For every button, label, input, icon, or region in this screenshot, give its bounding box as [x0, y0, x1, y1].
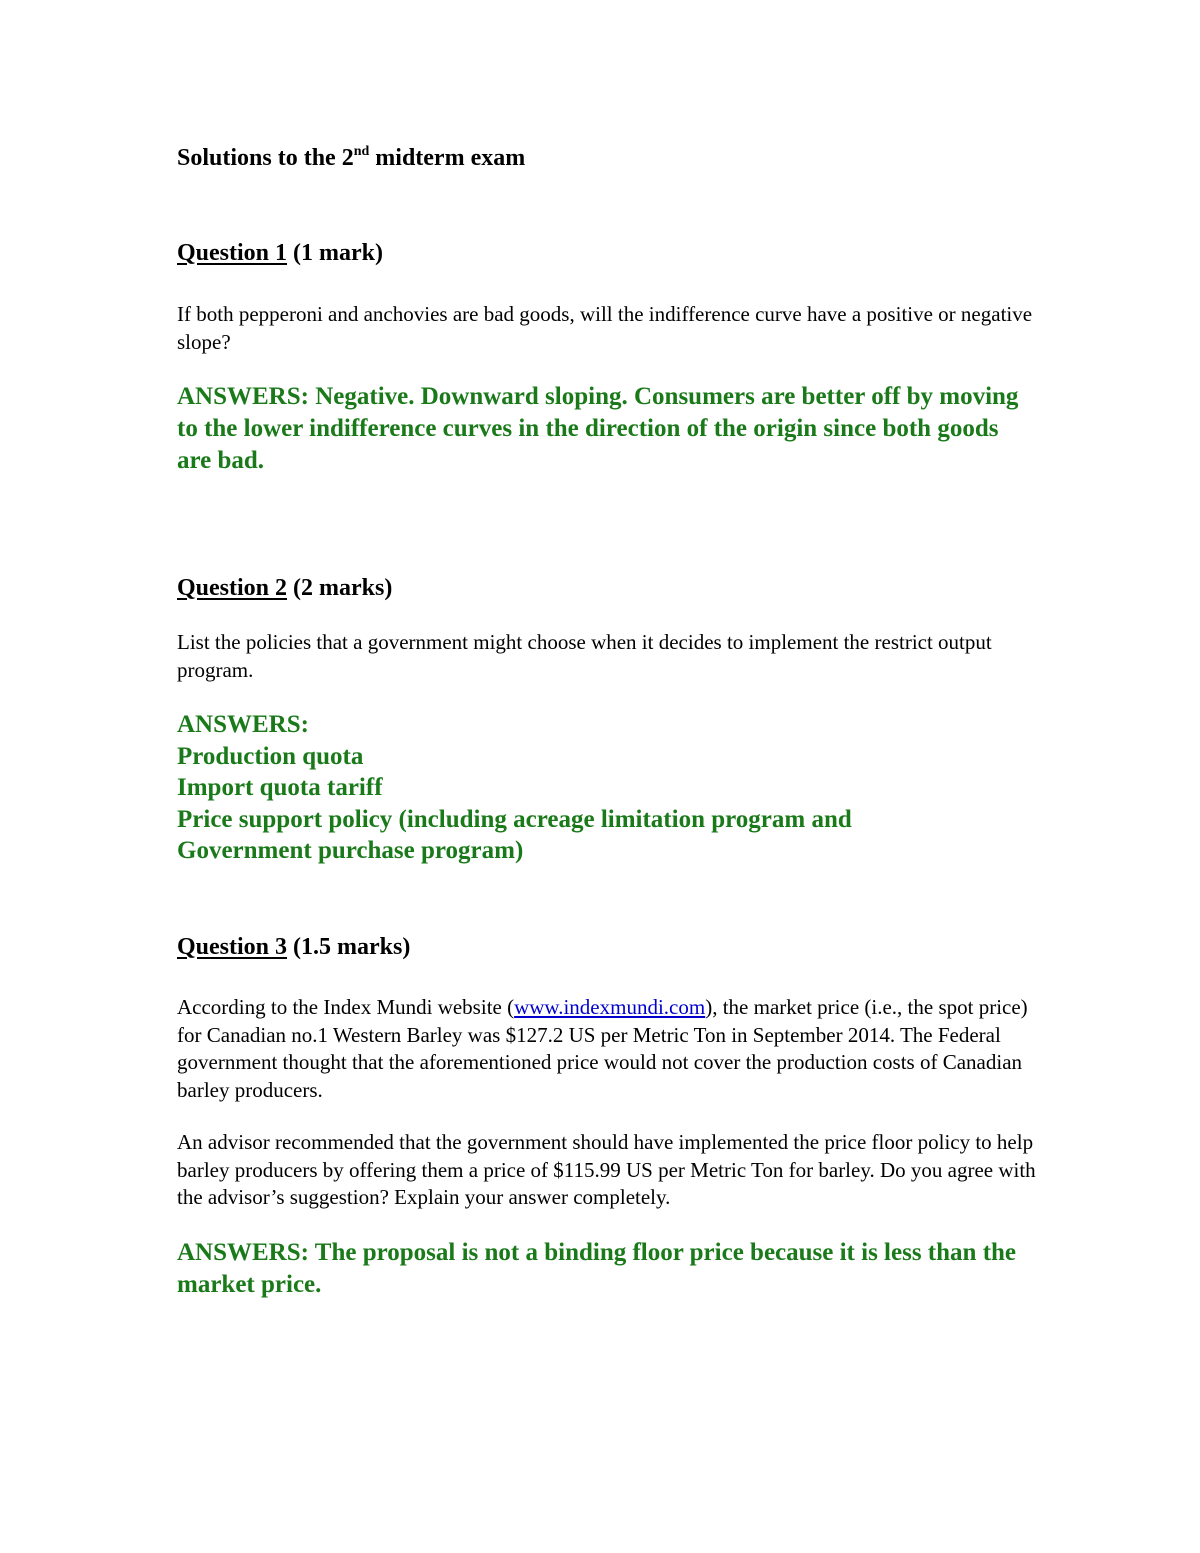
question-3-heading [177, 931, 1037, 963]
question-2-answer [177, 709, 1037, 867]
indexmundi-link[interactable]: www.indexmundi.com [514, 995, 706, 1019]
question-3-label: Question 3 [177, 934, 288, 960]
question-1-marks: (1 mark) [287, 240, 383, 266]
answer-line: Import quota tariff [177, 774, 383, 801]
title-prefix: Solutions to the 2 [177, 145, 354, 171]
question-1-text: If both pepperoni and anchovies are bad goods, will the indifference curve have a positive or negative slope? [177, 302, 1033, 354]
answer-line: ANSWERS: [177, 711, 309, 738]
title-superscript: nd [353, 144, 370, 159]
paragraph-text: According to the Index Mundi website ( [177, 995, 515, 1019]
question-2-text: List the policies that a government might choose when it decides to implement the restrict output program. [177, 630, 992, 682]
question-3-marks: (1.5 marks) [287, 934, 411, 960]
question-3-paragraph-2: An advisor recommended that the government should have implemented the price floor policy to help barley producers by offering them a price of $115.99 US per Metric Ton for barley. Do you agree with the advisor’s suggestion? Explain your answer completely. [177, 1130, 1036, 1209]
page-title [177, 140, 1037, 180]
question-1-heading [177, 237, 1037, 269]
answer-line: Production quota [177, 742, 364, 770]
question-1-label: Question 1 [177, 240, 288, 266]
paragraph-text: ), the market price (i.e., the spot price) for Canadian no.1 Western Barley was $127.2 US per Metric Ton in September 2014. The Federal government thought that the aforementioned price would not cover the production costs of Canadian barley producers. [177, 995, 1028, 1102]
question-1-answer: ANSWERS: Negative. Downward sloping. Consumers are better off by moving to the lower indifference curves in the direction of the origin since both goods are bad. [177, 383, 1019, 474]
question-3-answer: ANSWERS: The proposal is not a binding floor price because it is less than the market price. [177, 1239, 1017, 1298]
question-2-label: Question 2 [177, 575, 288, 601]
answer-line: Price support policy (including acreage limitation program and Government purchase program) [177, 805, 852, 864]
question-2-marks: (2 marks) [287, 575, 393, 601]
title-suffix: midterm exam [369, 145, 526, 171]
question-2-heading [177, 572, 1037, 604]
question-3-paragraph-1 [177, 994, 1037, 1104]
